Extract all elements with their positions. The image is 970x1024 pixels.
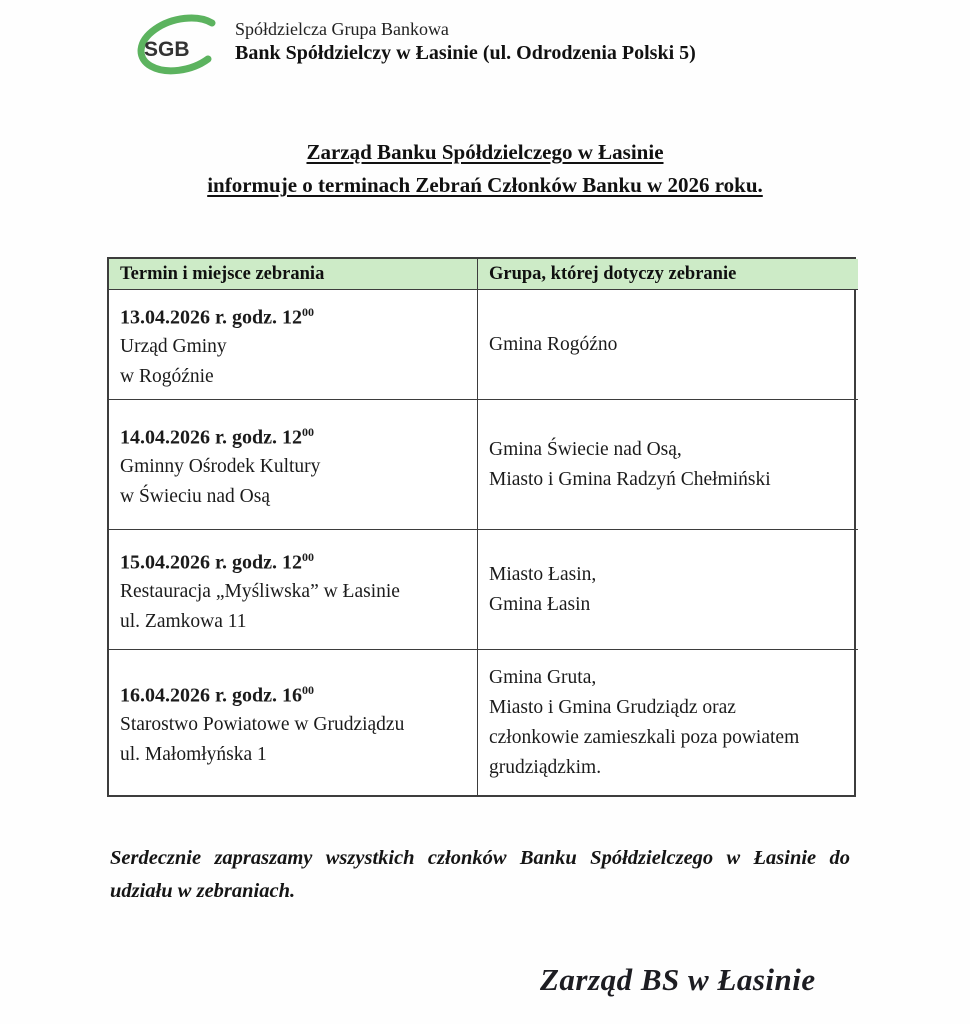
meeting-place-line: Restauracja „Myśliwska” w Łasinie — [120, 581, 400, 603]
table-row-4-grupa — [478, 650, 858, 795]
notice-heading — [0, 136, 970, 202]
meeting-group-line: Miasto Łasin, — [489, 563, 597, 585]
table-row-4-termin — [109, 650, 478, 795]
table-header-grupa: Grupa, której dotyczy zebranie — [478, 259, 858, 290]
table-header-termin: Termin i miejsce zebrania — [109, 259, 478, 290]
brand-group-name: Spółdzielcza Grupa Bankowa — [235, 19, 449, 39]
table-row-1-termin — [109, 290, 478, 400]
meeting-group-line: Gmina Łasin — [489, 593, 591, 615]
meeting-place-line: w Rogóźnie — [120, 366, 214, 388]
table-row-1-grupa — [478, 290, 858, 400]
meeting-place-line: Starostwo Powiatowe w Grudziądzu — [120, 714, 405, 736]
meeting-group-line: członkowie zamieszkali poza powiatem — [489, 726, 800, 748]
meeting-date: 16.04.2026 r. godz. $16^{00}$ — [120, 682, 315, 707]
meeting-group-line: Gmina Świecie nad Osą, — [489, 438, 682, 460]
sgb-logo — [123, 14, 221, 78]
table-row-2-grupa — [478, 400, 858, 530]
meeting-date: 14.04.2026 r. godz. $12^{00}$ — [120, 424, 315, 449]
meeting-group-line: Miasto i Gmina Radzyń Chełmiński — [489, 468, 771, 490]
meeting-group-line: Gmina Gruta, — [489, 666, 597, 688]
brand-bank-name: Bank Spółdzielczy w Łasinie (ul. Odrodzenia Polski 5) — [235, 42, 696, 64]
meeting-date: 15.04.2026 r. godz. $12^{00}$ — [120, 549, 315, 574]
heading-line-2: informuje o terminach Zebrań Członków Banku w 2026 roku. — [207, 173, 763, 197]
invitation-text: Serdecznie zapraszamy wszystkich członków Banku Spółdzielczego w Łasinie do udziału w zebraniach. — [110, 847, 850, 902]
meeting-place-line: ul. Zamkowa 11 — [120, 611, 247, 633]
signature-text: Zarząd BS w Łasinie — [540, 962, 816, 997]
meeting-place-line: Urząd Gminy — [120, 336, 227, 358]
meetings-table — [107, 257, 856, 797]
meeting-group-line: grudziądzkim. — [489, 756, 602, 778]
meeting-date: 13.04.2026 r. godz. $12^{00}$ — [120, 304, 315, 329]
brand-header — [123, 14, 696, 78]
table-row-3-termin — [109, 530, 478, 650]
heading-line-1: Zarząd Banku Spółdzielczego w Łasinie — [306, 140, 664, 164]
table-row-2-termin — [109, 400, 478, 530]
meeting-place-line: Gminny Ośrodek Kultury — [120, 456, 321, 478]
logo-text: SGB — [144, 38, 190, 61]
brand-text-block — [235, 14, 696, 66]
meeting-place-line: w Świeciu nad Osą — [120, 486, 271, 508]
meeting-group-line: Miasto i Gmina Grudziądz oraz — [489, 696, 736, 718]
meeting-place-line: ul. Małomłyńska 1 — [120, 744, 267, 766]
meeting-group-line: Gmina Rogóźno — [489, 333, 618, 355]
table-row-3-grupa — [478, 530, 858, 650]
sgb-logo-graphic — [123, 14, 221, 78]
